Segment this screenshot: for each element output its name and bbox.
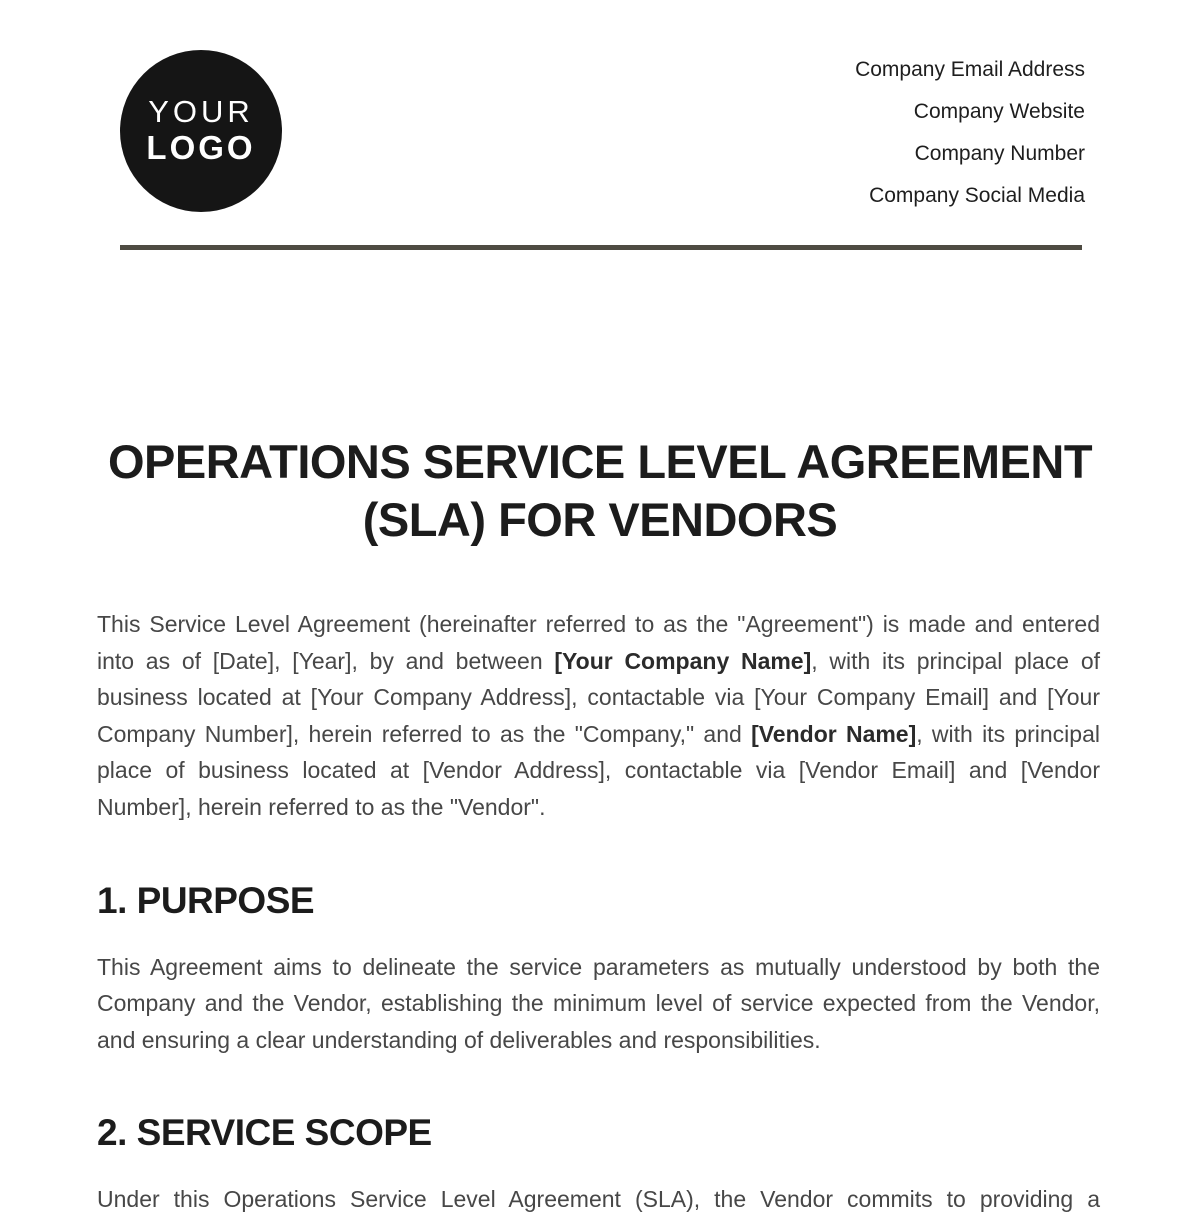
section-service-scope-heading: 2. SERVICE SCOPE	[97, 1112, 432, 1154]
header-divider	[120, 245, 1082, 250]
page-title	[95, 433, 1105, 549]
page-title-line-2: (SLA) FOR VENDORS	[362, 493, 838, 546]
section-purpose-paragraph: This Agreement aims to delineate the service parameters as mutually understood by both the Company and the Vendor, establishing the minimum level of service expected from the Vendor, and ensuring a clear understanding of deliverables and responsibilities.	[97, 953, 1100, 1053]
section-purpose-heading: 1. PURPOSE	[97, 879, 315, 921]
company-email-address: Company Email Address	[855, 58, 1085, 81]
document-header	[0, 0, 1200, 212]
company-website: Company Website	[913, 100, 1085, 123]
company-social-media: Company Social Media	[869, 184, 1085, 207]
section-purpose	[97, 878, 1100, 1059]
company-number: Company Number	[914, 142, 1085, 165]
section-service-scope-paragraph: Under this Operations Service Level Agreement (SLA), the Vendor commits to providing a	[97, 1186, 1100, 1213]
page-title-line-1: OPERATIONS SERVICE LEVEL AGREEMENT	[107, 435, 1093, 488]
document-body	[97, 606, 1100, 1218]
company-contact-block	[855, 50, 1085, 206]
company-logo	[120, 50, 282, 212]
logo-text-logo: LOGO	[146, 129, 256, 167]
logo-text-your: YOUR	[148, 93, 254, 129]
intro-paragraph: This Service Level Agreement (hereinafter referred to as the "Agreement") is made and entered into as of [Date], [Year], by and between [Your Company Name], with its principal place of business located at [Your Company Address], contactable via [Your Company Email] and [Your Company Number], herein referred to as the "Company," and [Vendor Name], with its principal place of business located at [Vendor Address], contactable via [Vendor Email] and [Vendor Number], herein referred to as the "Vendor".	[97, 611, 1100, 820]
section-service-scope	[97, 1110, 1100, 1218]
